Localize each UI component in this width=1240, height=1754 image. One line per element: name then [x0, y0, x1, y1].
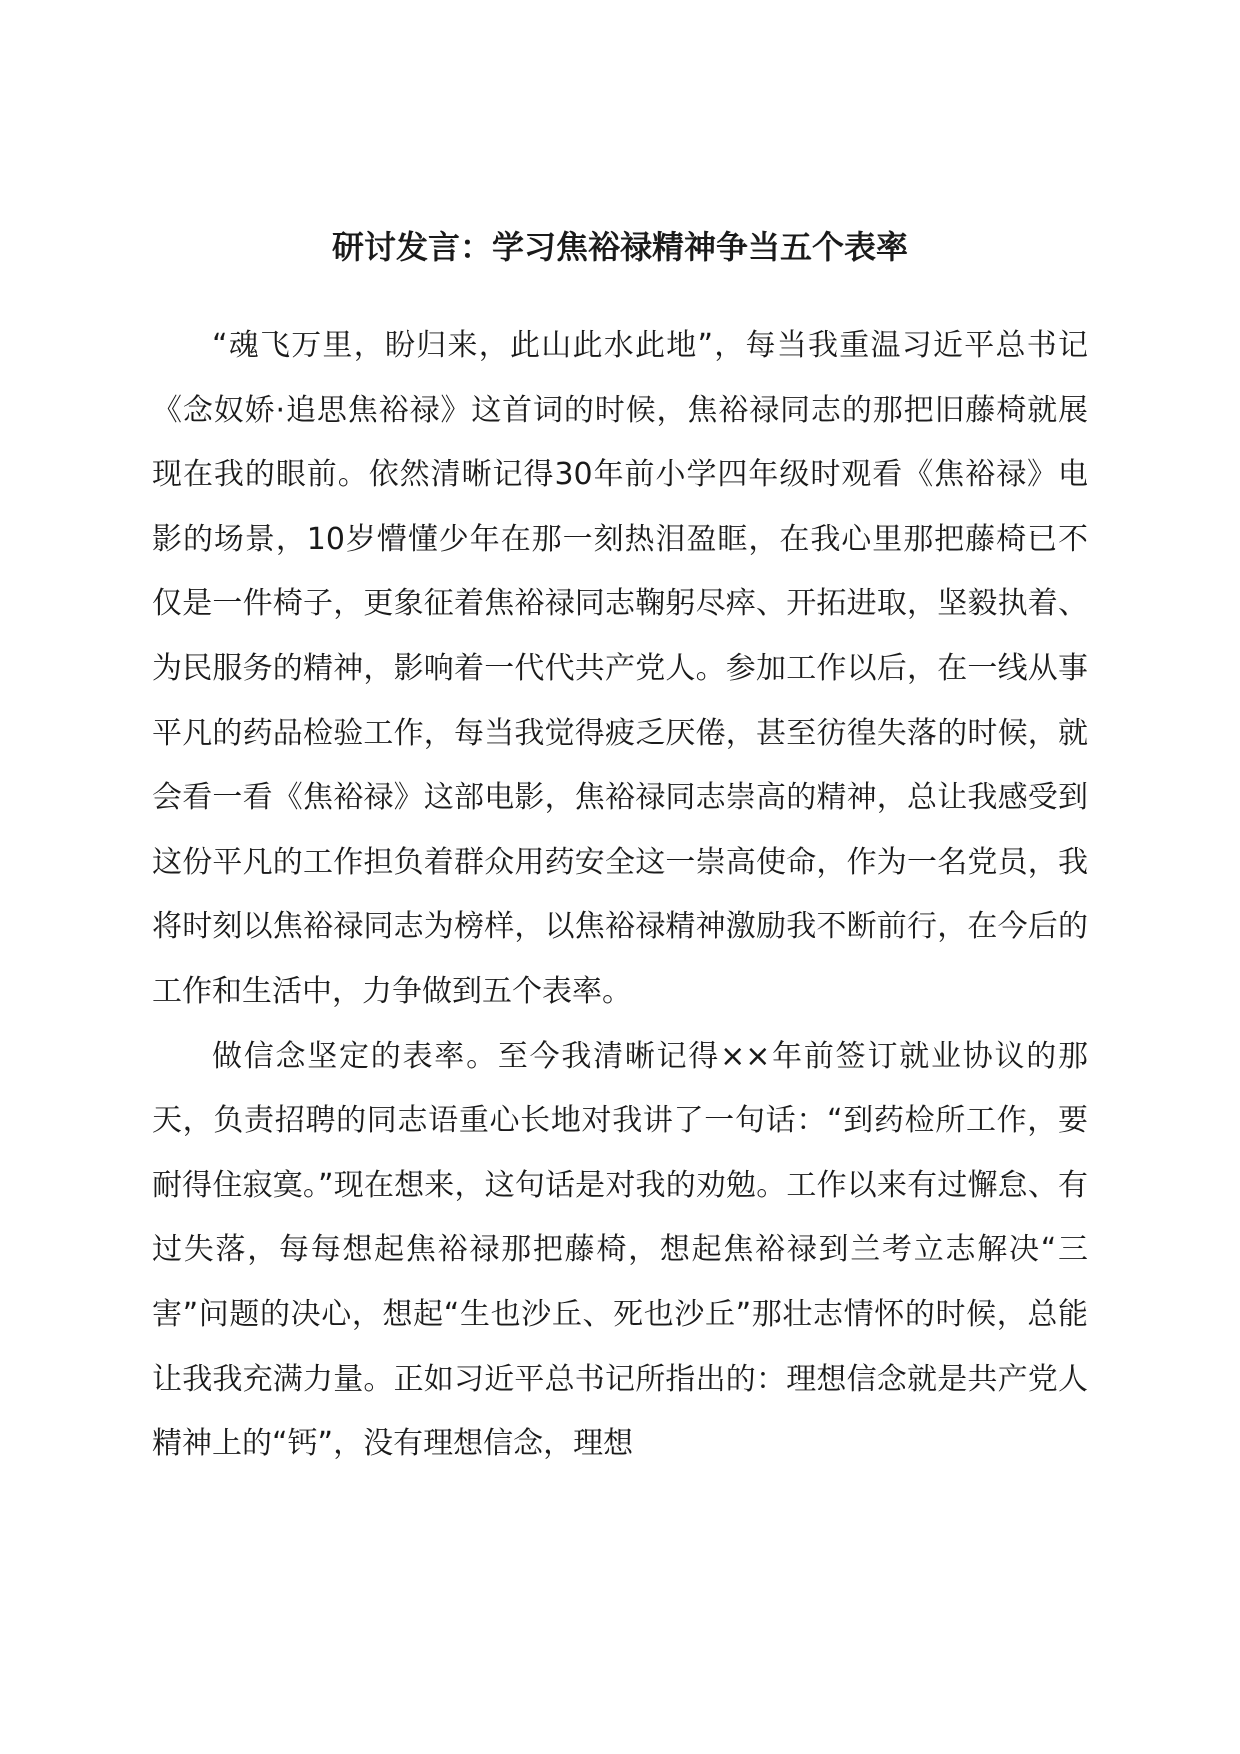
- document-body: [152, 314, 1088, 1477]
- paragraph-firm-belief: 做信念坚定的表率。至今我清晰记得××年前签订就业协议的那天，负责招聘的同志语重心长地对我讲了一句话：“到药检所工作，要耐得住寂寞。”现在想来，这句话是对我的劝勉。工作以来有过懈怠、有过失落，每每想起焦裕禄那把藤椅，想起焦裕禄到兰考立志解决“三害”问题的决心，想起“生也沙丘、死也沙丘”那壮志情怀的时候，总能让我我充满力量。正如习近平总书记所指出的：理想信念就是共产党人精神上的“钙”，没有理想信念，理想: [152, 1038, 1088, 1462]
- document-title: 研讨发言：学习焦裕禄精神争当五个表率: [331, 228, 908, 266]
- paragraph-intro: “魂飞万里，盼归来，此山此水此地”，每当我重温习近平总书记《念奴娇·追思焦裕禄》这首词的时候，焦裕禄同志的那把旧藤椅就展现在我的眼前。依然清晰记得30年前小学四年级时观看《焦裕禄》电影的场景，10岁懵懂少年在那一刻热泪盈眶，在我心里那把藤椅已不仅是一件椅子，更象征着焦裕禄同志鞠躬尽瘁、开拓进取，坚毅执着、为民服务的精神，影响着一代代共产党人。参加工作以后，在一线从事平凡的药品检验工作，每当我觉得疲乏厌倦，甚至彷徨失落的时候，就会看一看《焦裕禄》这部电影，焦裕禄同志崇高的精神，总让我感受到这份平凡的工作担负着群众用药安全这一崇高使命，作为一名党员，我将时刻以焦裕禄同志为榜样，以焦裕禄精神激励我不断前行，在今后的工作和生活中，力争做到五个表率。: [152, 328, 1088, 1009]
